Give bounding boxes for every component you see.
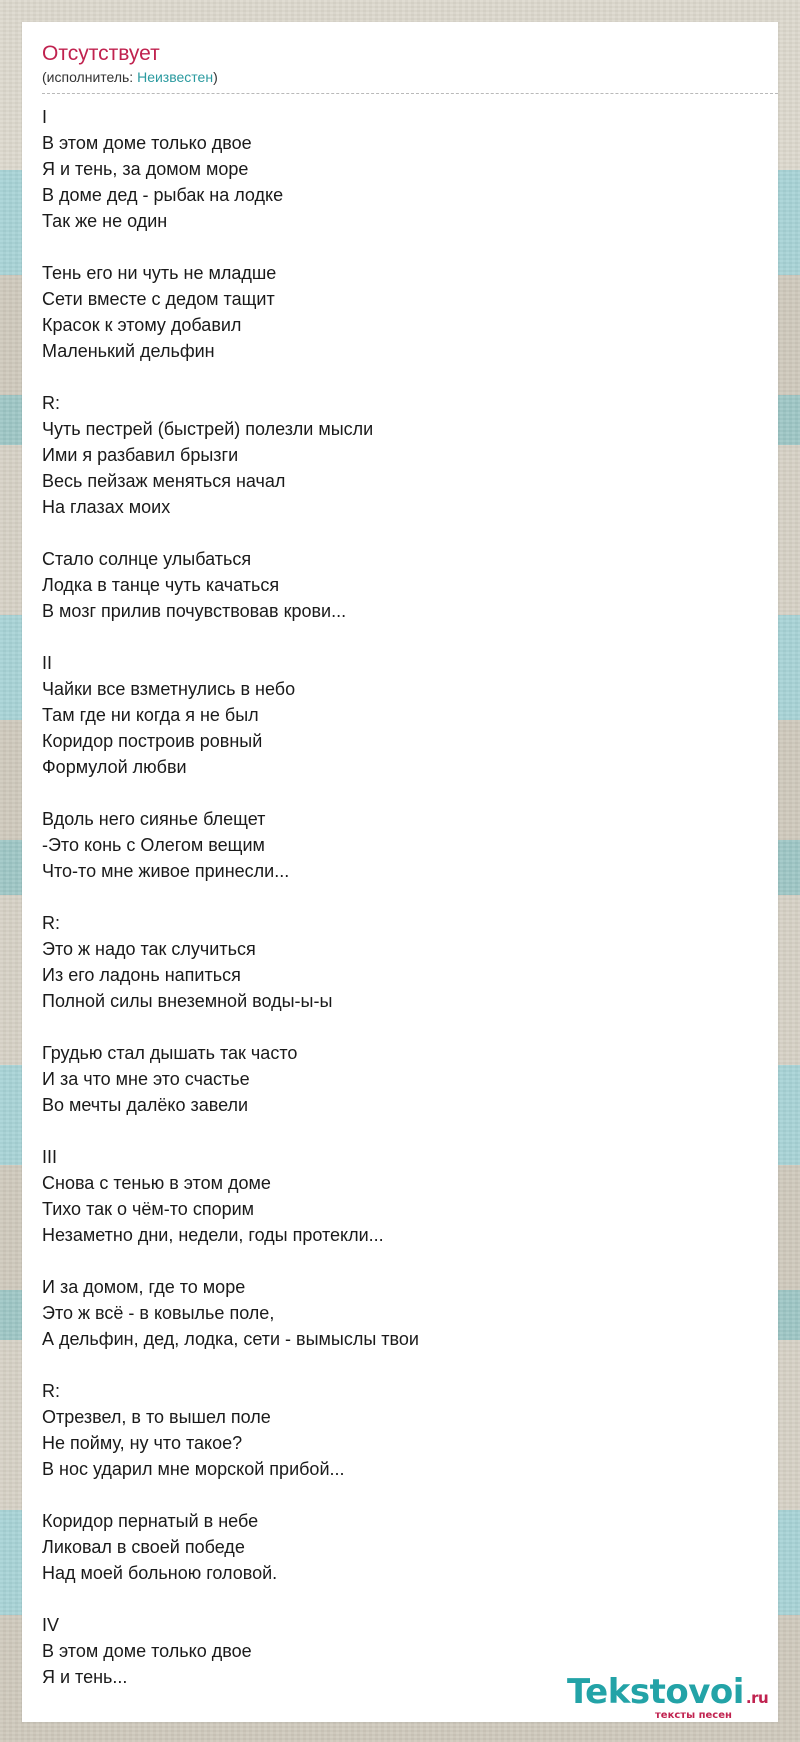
- lyric-line: Из его ладонь напиться: [42, 965, 241, 985]
- lyric-line: Во мечты далёко завели: [42, 1095, 249, 1115]
- lyric-line: [42, 1352, 742, 1378]
- lyric-line: [42, 520, 742, 546]
- lyric-line: R:: [42, 393, 60, 413]
- lyric-line: R:: [42, 1381, 60, 1401]
- lyric-line: Над моей больною головой.: [42, 1563, 278, 1583]
- logo-tagline: тексты песен: [655, 1710, 732, 1721]
- lyric-line: Грудью стал дышать так часто: [42, 1043, 298, 1063]
- lyric-line: Весь пейзаж меняться начал: [42, 471, 286, 491]
- lyric-line: В доме дед - рыбак на лодке: [42, 185, 284, 205]
- lyric-line: Не пойму, ну что такое?: [42, 1433, 243, 1453]
- lyric-line: [42, 234, 742, 260]
- lyric-line: Ими я разбавил брызги: [42, 445, 239, 465]
- song-title: Отсутствует: [42, 42, 160, 65]
- lyric-line: Там где ни когда я не был: [42, 705, 259, 725]
- lyric-line: III: [42, 1147, 58, 1167]
- lyrics-card: [22, 22, 778, 1722]
- lyric-line: Незаметно дни, недели, годы протекли...: [42, 1225, 384, 1245]
- lyric-line: На глазах моих: [42, 497, 171, 517]
- lyric-line: Вдоль него сиянье блещет: [42, 809, 266, 829]
- lyric-line: [42, 1248, 742, 1274]
- artist-link[interactable]: Неизвестен: [137, 69, 214, 85]
- artist-suffix: ): [213, 69, 218, 85]
- lyric-line: Снова с тенью в этом доме: [42, 1173, 271, 1193]
- lyric-line: Что-то мне живое принесли...: [42, 861, 290, 881]
- lyric-line: Тихо так о чём-то спорим: [42, 1199, 255, 1219]
- lyric-line: Я и тень, за домом море: [42, 159, 249, 179]
- lyric-line: R:: [42, 913, 60, 933]
- logo-domain: .ru: [745, 1689, 769, 1707]
- lyric-line: IV: [42, 1615, 60, 1635]
- lyric-line: И за что мне это счастье: [42, 1069, 250, 1089]
- lyric-line: [42, 1482, 742, 1508]
- lyric-line: Формулой любви: [42, 757, 187, 777]
- lyric-line: [42, 364, 742, 390]
- lyric-line: Красок к этому добавил: [42, 315, 242, 335]
- lyric-line: Это ж всё - в ковылье поле,: [42, 1303, 275, 1323]
- lyric-line: [42, 1014, 742, 1040]
- lyric-line: II: [42, 653, 53, 673]
- lyric-line: В нос ударил мне морской прибой...: [42, 1459, 345, 1479]
- lyric-line: В этом доме только двое: [42, 133, 252, 153]
- artist-line: [42, 68, 778, 86]
- lyric-line: Я и тень...: [42, 1667, 128, 1687]
- lyric-line: Коридор построив ровный: [42, 731, 263, 751]
- lyric-line: -Это конь с Олегом вещим: [42, 835, 265, 855]
- lyric-line: Это ж надо так случиться: [42, 939, 256, 959]
- lyric-line: [42, 780, 742, 806]
- lyric-line: Так же не один: [42, 211, 168, 231]
- song-header: [42, 42, 778, 86]
- lyrics-text: [42, 104, 742, 1690]
- lyric-line: Сети вместе с дедом тащит: [42, 289, 275, 309]
- lyric-line: Коридор пернатый в небе: [42, 1511, 259, 1531]
- lyric-line: В этом доме только двое: [42, 1641, 252, 1661]
- lyric-line: Стало солнце улыбаться: [42, 549, 252, 569]
- lyric-line: [42, 884, 742, 910]
- lyric-line: Чайки все взметнулись в небо: [42, 679, 296, 699]
- lyric-line: [42, 1118, 742, 1144]
- lyric-line: Чуть пестрей (быстрей) полезли мысли: [42, 419, 374, 439]
- lyric-line: Ликовал в своей победе: [42, 1537, 245, 1557]
- lyric-line: [42, 1586, 742, 1612]
- lyric-line: И за домом, где то море: [42, 1277, 246, 1297]
- lyric-line: Лодка в танце чуть качаться: [42, 575, 280, 595]
- lyric-line: Тень его ни чуть не младше: [42, 263, 277, 283]
- lyric-line: В мозг прилив почувствовав крови...: [42, 601, 347, 621]
- lyric-line: [42, 624, 742, 650]
- header-divider: [42, 93, 778, 94]
- lyric-line: Отрезвел, в то вышел поле: [42, 1407, 271, 1427]
- site-logo[interactable]: [567, 1674, 767, 1724]
- lyric-line: Полной силы внеземной воды-ы-ы: [42, 991, 333, 1011]
- lyric-line: А дельфин, дед, лодка, сети - вымыслы твои: [42, 1329, 419, 1349]
- lyric-line: Маленький дельфин: [42, 341, 215, 361]
- logo-name: Tekstovoi: [567, 1672, 744, 1712]
- lyric-line: I: [42, 107, 48, 127]
- artist-prefix: (исполнитель:: [42, 69, 138, 85]
